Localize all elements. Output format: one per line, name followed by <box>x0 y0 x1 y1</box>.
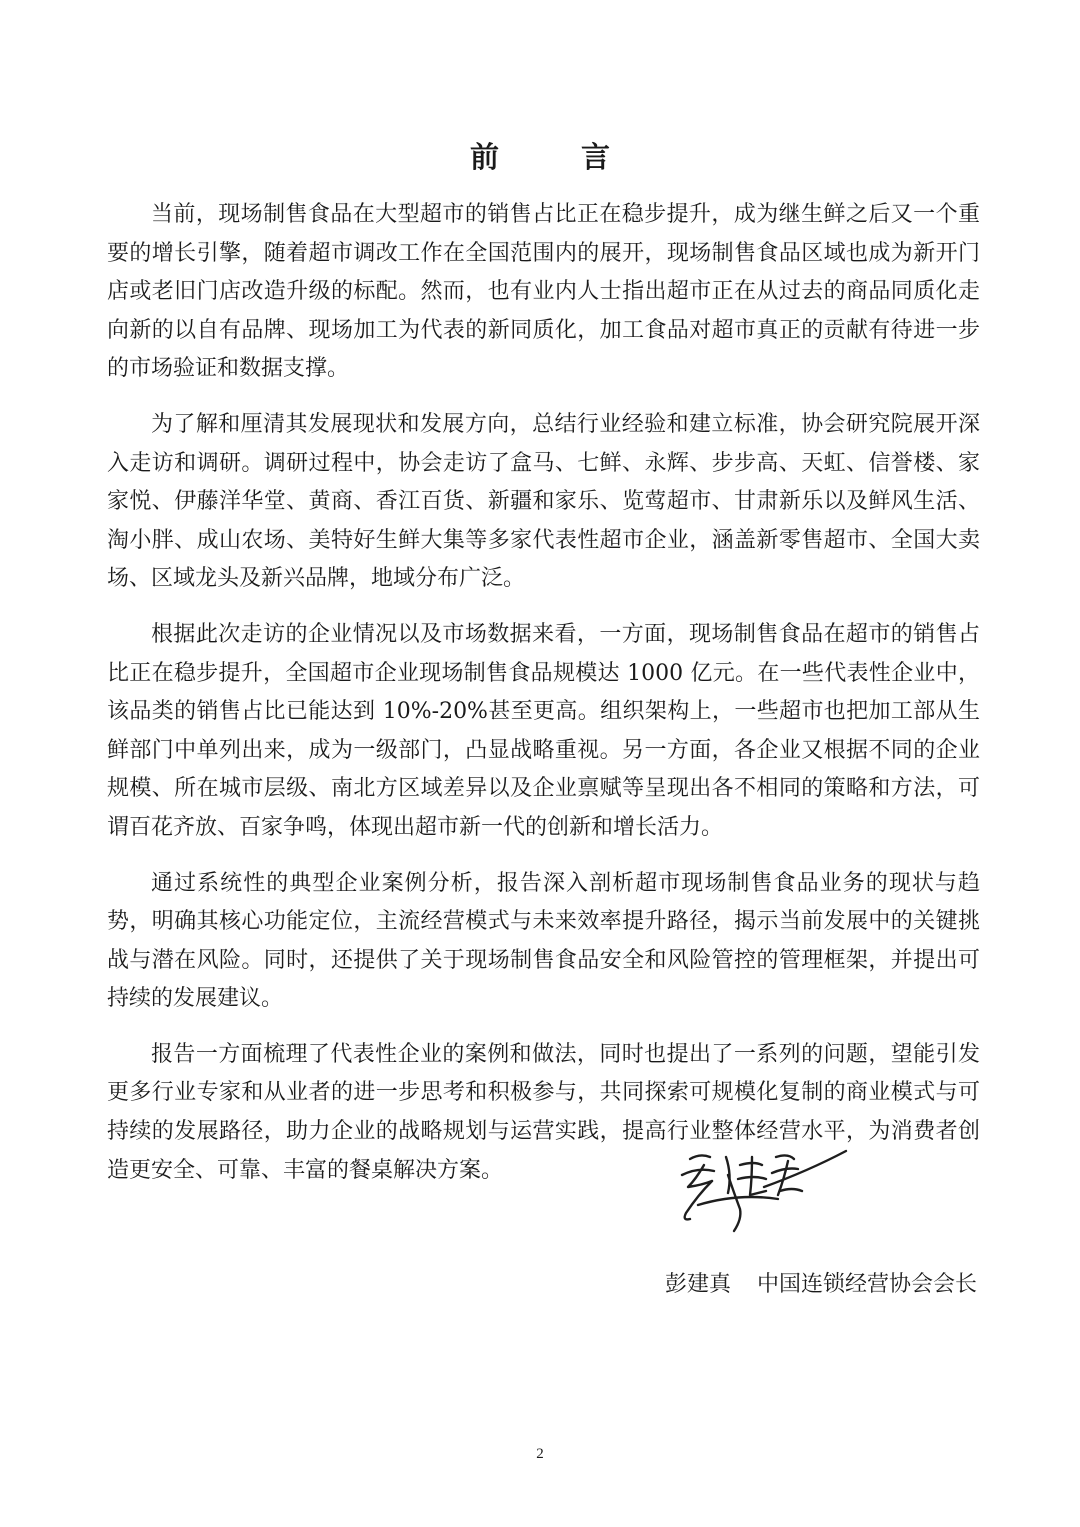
signer-title: 中国连锁经营协会会长 <box>756 1272 977 1297</box>
paragraph-2: 为了解和厘清其发展现状和发展方向，总结行业经验和建立标准，协会研究院展开深入走访和调研。调研过程中，协会走访了盒马、七鲜、永辉、步步高、天虹、信誉楼、家家悦、伊藤洋华堂、黄商、香江百货、新疆和家乐、览莺超市、甘肃新乐以及鲜风生活、淘小胖、成山农场、美特好生鲜大集等多家代表性超市企业，涵盖新零售超市、全国大卖场、区域龙头及新兴品牌，地域分布广泛。 <box>107 411 980 592</box>
preface-body <box>107 196 980 1207</box>
signer-line <box>665 1266 977 1304</box>
handwritten-signature <box>668 1135 858 1235</box>
signer-name: 彭建真 <box>664 1272 731 1297</box>
paragraph-5: 报告一方面梳理了代表性企业的案例和做法，同时也提出了一系列的问题，望能引发更多行业专家和从业者的进一步思考和积极参与，共同探索可规模化复制的商业模式与可持续的发展路径，助力企业的战略规划与运营实践，提高行业整体经营水平，为消费者创造更安全、可靠、丰富的餐桌解决方案。 <box>107 1041 980 1183</box>
paragraph-3: 根据此次走访的企业情况以及市场数据来看，一方面，现场制售食品在超市的销售占比正在稳步提升，全国超市企业现场制售食品规模达 1000 亿元。在一些代表性企业中，该品类的销售占比已能达到 10%-20%甚至更高。组织架构上，一些超市也把加工部从生鲜部门中单列出来，成为一级部门，凸显战略重视。另一方面，各企业又根据不同的企业规模、所在城市层级、南北方区域差异以及企业禀赋等呈现出各不相同的策略和方法，可谓百花齐放、百家争鸣，体现出超市新一代的创新和增长活力。 <box>107 621 980 840</box>
page-title: 前 言 <box>469 140 647 174</box>
paragraph-4: 通过系统性的典型企业案例分析，报告深入剖析超市现场制售食品业务的现状与趋势，明确其核心功能定位，主流经营模式与未来效率提升路径，揭示当前发展中的关键挑战与潜在风险。同时，还提供了关于现场制售食品安全和风险管控的管理框架，并提出可持续的发展建议。 <box>107 870 980 1012</box>
paragraph-1: 当前，现场制售食品在大型超市的销售占比正在稳步提升，成为继生鲜之后又一个重要的增长引擎，随着超市调改工作在全国范围内的展开，现场制售食品区域也成为新开门店或老旧门店改造升级的标配。然而，也有业内人士指出超市正在从过去的商品同质化走向新的以自有品牌、现场加工为代表的新同质化，加工食品对超市真正的贡献有待进一步的市场验证和数据支撑。 <box>107 202 980 382</box>
page-number: 2 <box>536 1446 544 1462</box>
